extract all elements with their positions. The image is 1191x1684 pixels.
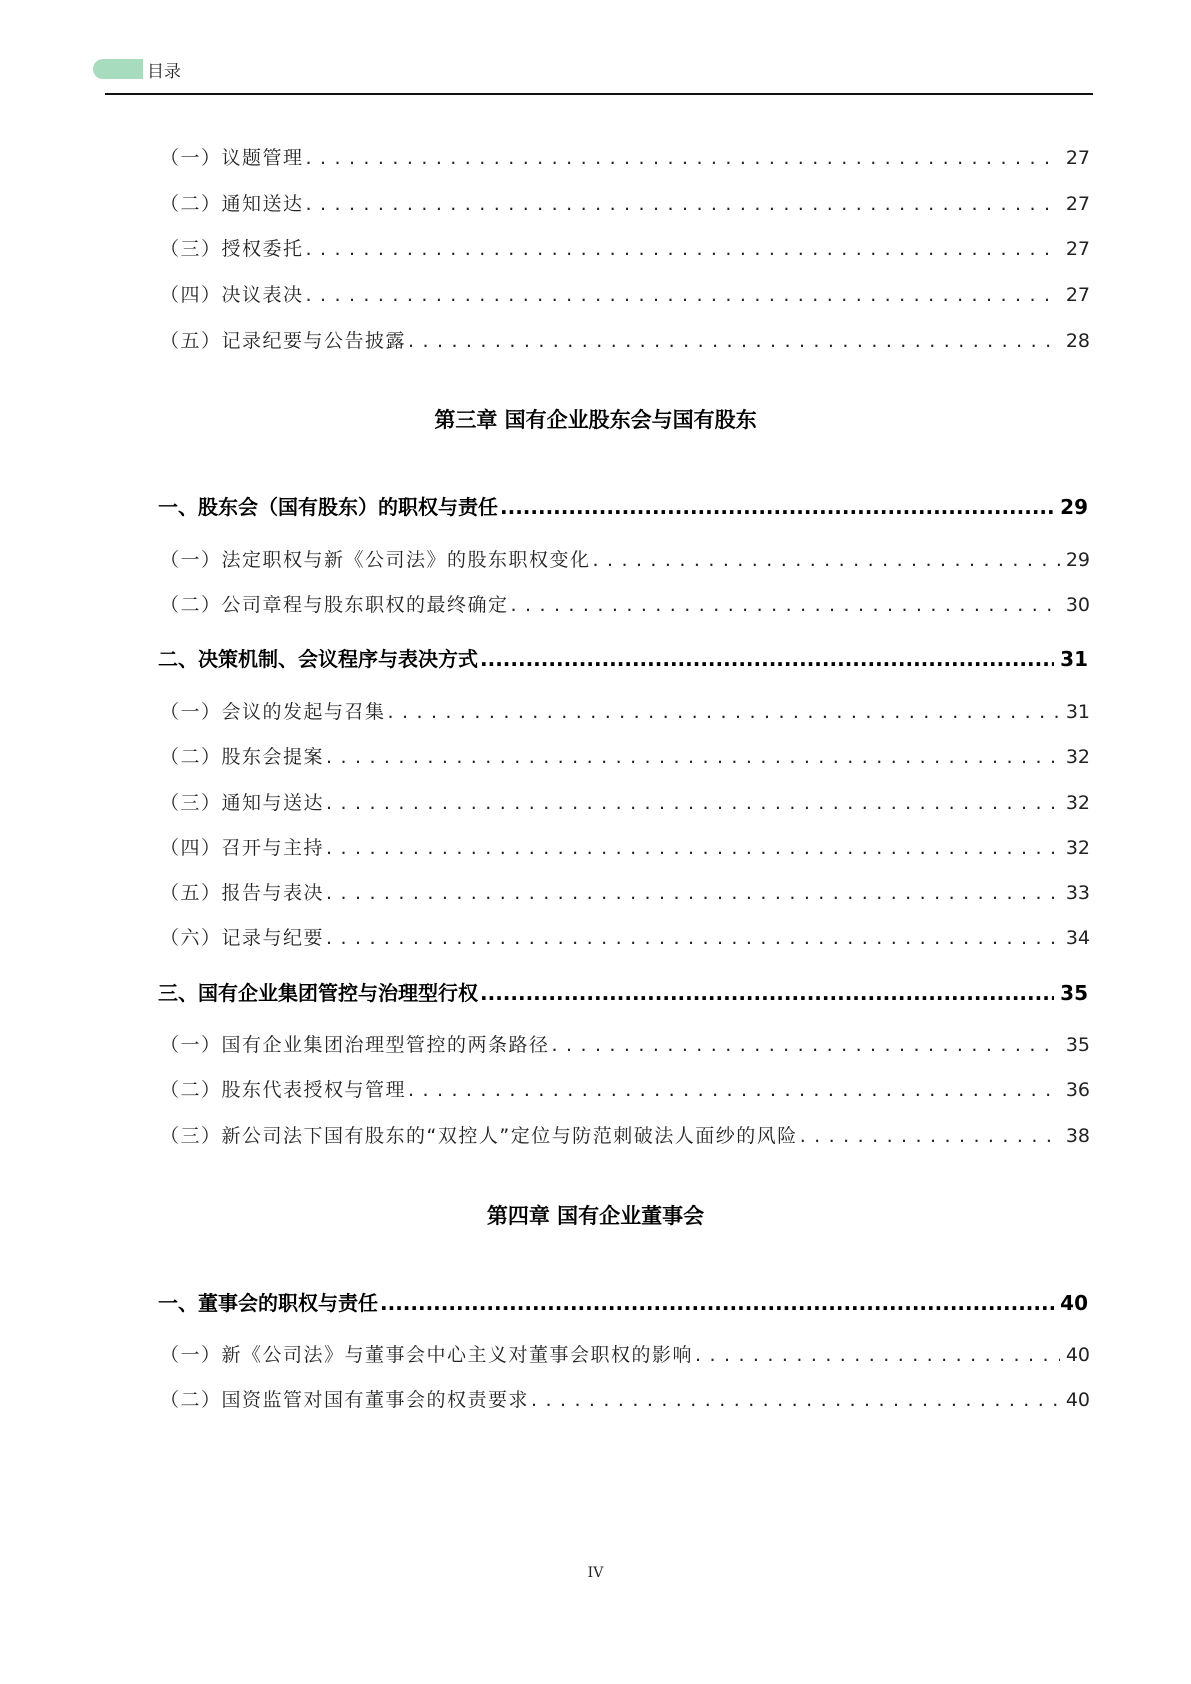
toc-entry-label: （二）国资监管对国有董事会的权责要求 [160, 1389, 530, 1411]
toc-subsection-entry[interactable] [160, 833, 1090, 860]
toc-dot-leader [388, 701, 1060, 723]
toc-page-number: 36 [1065, 1079, 1090, 1101]
toc-dot-leader [511, 594, 1060, 616]
toc-subsection-entry[interactable] [160, 545, 1090, 572]
toc-page-number: 35 [1065, 1034, 1090, 1056]
toc-dot-leader [326, 882, 1060, 904]
toc-page-number: 40 [1060, 1291, 1088, 1315]
toc-dot-leader [306, 238, 1060, 260]
toc-page-number: 31 [1060, 647, 1088, 671]
toc-entry-label: （二）股东代表授权与管理 [160, 1079, 407, 1101]
toc-entry-label: 一、董事会的职权与责任 [158, 1291, 378, 1315]
toc-page-number: 32 [1065, 792, 1090, 814]
toc-dot-leader [800, 1125, 1060, 1147]
toc-section-entry[interactable] [158, 1287, 1088, 1316]
page-header [93, 57, 181, 81]
toc-page-number: 27 [1065, 284, 1090, 306]
toc-page-number: 32 [1065, 746, 1090, 768]
toc-entry-label: （一）国有企业集团治理型管控的两条路径 [160, 1034, 550, 1056]
toc-page-number: 29 [1065, 549, 1090, 571]
toc-entry-label: （四）决议表决 [160, 284, 304, 306]
toc-entry-label: （一）法定职权与新《公司法》的股东职权变化 [160, 549, 591, 571]
toc-section-entry[interactable] [158, 977, 1088, 1006]
toc-subsection-entry[interactable] [160, 234, 1090, 261]
toc-page-number: 33 [1065, 882, 1090, 904]
toc-entry-label: 二、决策机制、会议程序与表决方式 [158, 647, 478, 671]
toc-subsection-entry[interactable] [160, 788, 1090, 815]
toc-subsection-entry[interactable] [160, 189, 1090, 216]
toc-subsection-entry[interactable] [160, 697, 1090, 724]
toc-subsection-entry[interactable] [160, 1385, 1090, 1412]
toc-dot-leader [695, 1344, 1060, 1366]
header-tab-marker [93, 59, 143, 79]
toc-entry-label: （二）公司章程与股东职权的最终确定 [160, 594, 509, 616]
toc-page-number: 38 [1065, 1125, 1090, 1147]
toc-section-entry[interactable] [158, 643, 1088, 672]
toc-dot-leader [326, 746, 1060, 768]
toc-dot-leader [326, 792, 1060, 814]
toc-entry-label: （四）召开与主持 [160, 837, 325, 859]
toc-subsection-entry[interactable] [160, 1340, 1090, 1367]
page-number: IV [587, 1565, 604, 1581]
toc-page-number: 30 [1065, 594, 1090, 616]
toc-dot-leader [480, 647, 1054, 671]
toc-entry-label: （一）新《公司法》与董事会中心主义对董事会职权的影响 [160, 1344, 694, 1366]
toc-dot-leader [500, 495, 1054, 519]
toc-dot-leader [326, 837, 1060, 859]
header-title: 目录 [147, 61, 181, 82]
toc-page-number: 27 [1065, 238, 1090, 260]
toc-dot-leader [531, 1389, 1060, 1411]
toc-page-number: 27 [1065, 147, 1090, 169]
toc-page-number: 32 [1065, 837, 1090, 859]
toc-entry-label: （三）新公司法下国有股东的“双控人”定位与防范刺破法人面纱的风险 [160, 1125, 798, 1147]
toc-subsection-entry[interactable] [160, 326, 1090, 353]
toc-page-number: 40 [1065, 1344, 1090, 1366]
toc-entry-label: （一）议题管理 [160, 147, 304, 169]
toc-entry-label: （二）通知送达 [160, 193, 304, 215]
toc-dot-leader [480, 981, 1054, 1005]
toc-dot-leader [593, 549, 1060, 571]
toc-page-number: 28 [1065, 330, 1090, 352]
toc-subsection-entry[interactable] [160, 1030, 1090, 1057]
toc-page-number: 29 [1060, 495, 1088, 519]
toc-dot-leader [380, 1291, 1054, 1315]
toc-entry-label: 一、股东会（国有股东）的职权与责任 [158, 495, 498, 519]
chapter-heading: 第三章 国有企业股东会与国有股东 [434, 407, 757, 432]
toc-page-number: 35 [1060, 981, 1088, 1005]
chapter-heading: 第四章 国有企业董事会 [486, 1203, 705, 1228]
toc-entry-label: （三）授权委托 [160, 238, 304, 260]
toc-dot-leader [306, 284, 1060, 306]
toc-subsection-entry[interactable] [160, 1075, 1090, 1102]
toc-dot-leader [552, 1034, 1060, 1056]
toc-page-number: 34 [1065, 927, 1090, 949]
toc-entry-label: （六）记录与纪要 [160, 927, 325, 949]
toc-subsection-entry[interactable] [160, 878, 1090, 905]
toc-dot-leader [306, 193, 1060, 215]
toc-entry-label: （二）股东会提案 [160, 746, 325, 768]
toc-entry-label: 三、国有企业集团管控与治理型行权 [158, 981, 478, 1005]
toc-subsection-entry[interactable] [160, 1121, 1090, 1148]
toc-dot-leader [326, 927, 1060, 949]
toc-subsection-entry[interactable] [160, 742, 1090, 769]
header-rule [105, 93, 1093, 95]
toc-subsection-entry[interactable] [160, 590, 1090, 617]
toc-dot-leader [306, 147, 1060, 169]
toc-subsection-entry[interactable] [160, 280, 1090, 307]
toc-page-number: 40 [1065, 1389, 1090, 1411]
toc-page-number: 31 [1065, 701, 1090, 723]
toc-entry-label: （三）通知与送达 [160, 792, 325, 814]
toc-dot-leader [408, 330, 1060, 352]
toc-entry-label: （五）记录纪要与公告披露 [160, 330, 407, 352]
toc-page-number: 27 [1065, 193, 1090, 215]
toc-section-entry[interactable] [158, 491, 1088, 520]
toc-subsection-entry[interactable] [160, 143, 1090, 170]
toc-entry-label: （一）会议的发起与召集 [160, 701, 386, 723]
toc-subsection-entry[interactable] [160, 923, 1090, 950]
toc-entry-label: （五）报告与表决 [160, 882, 325, 904]
toc-dot-leader [408, 1079, 1060, 1101]
